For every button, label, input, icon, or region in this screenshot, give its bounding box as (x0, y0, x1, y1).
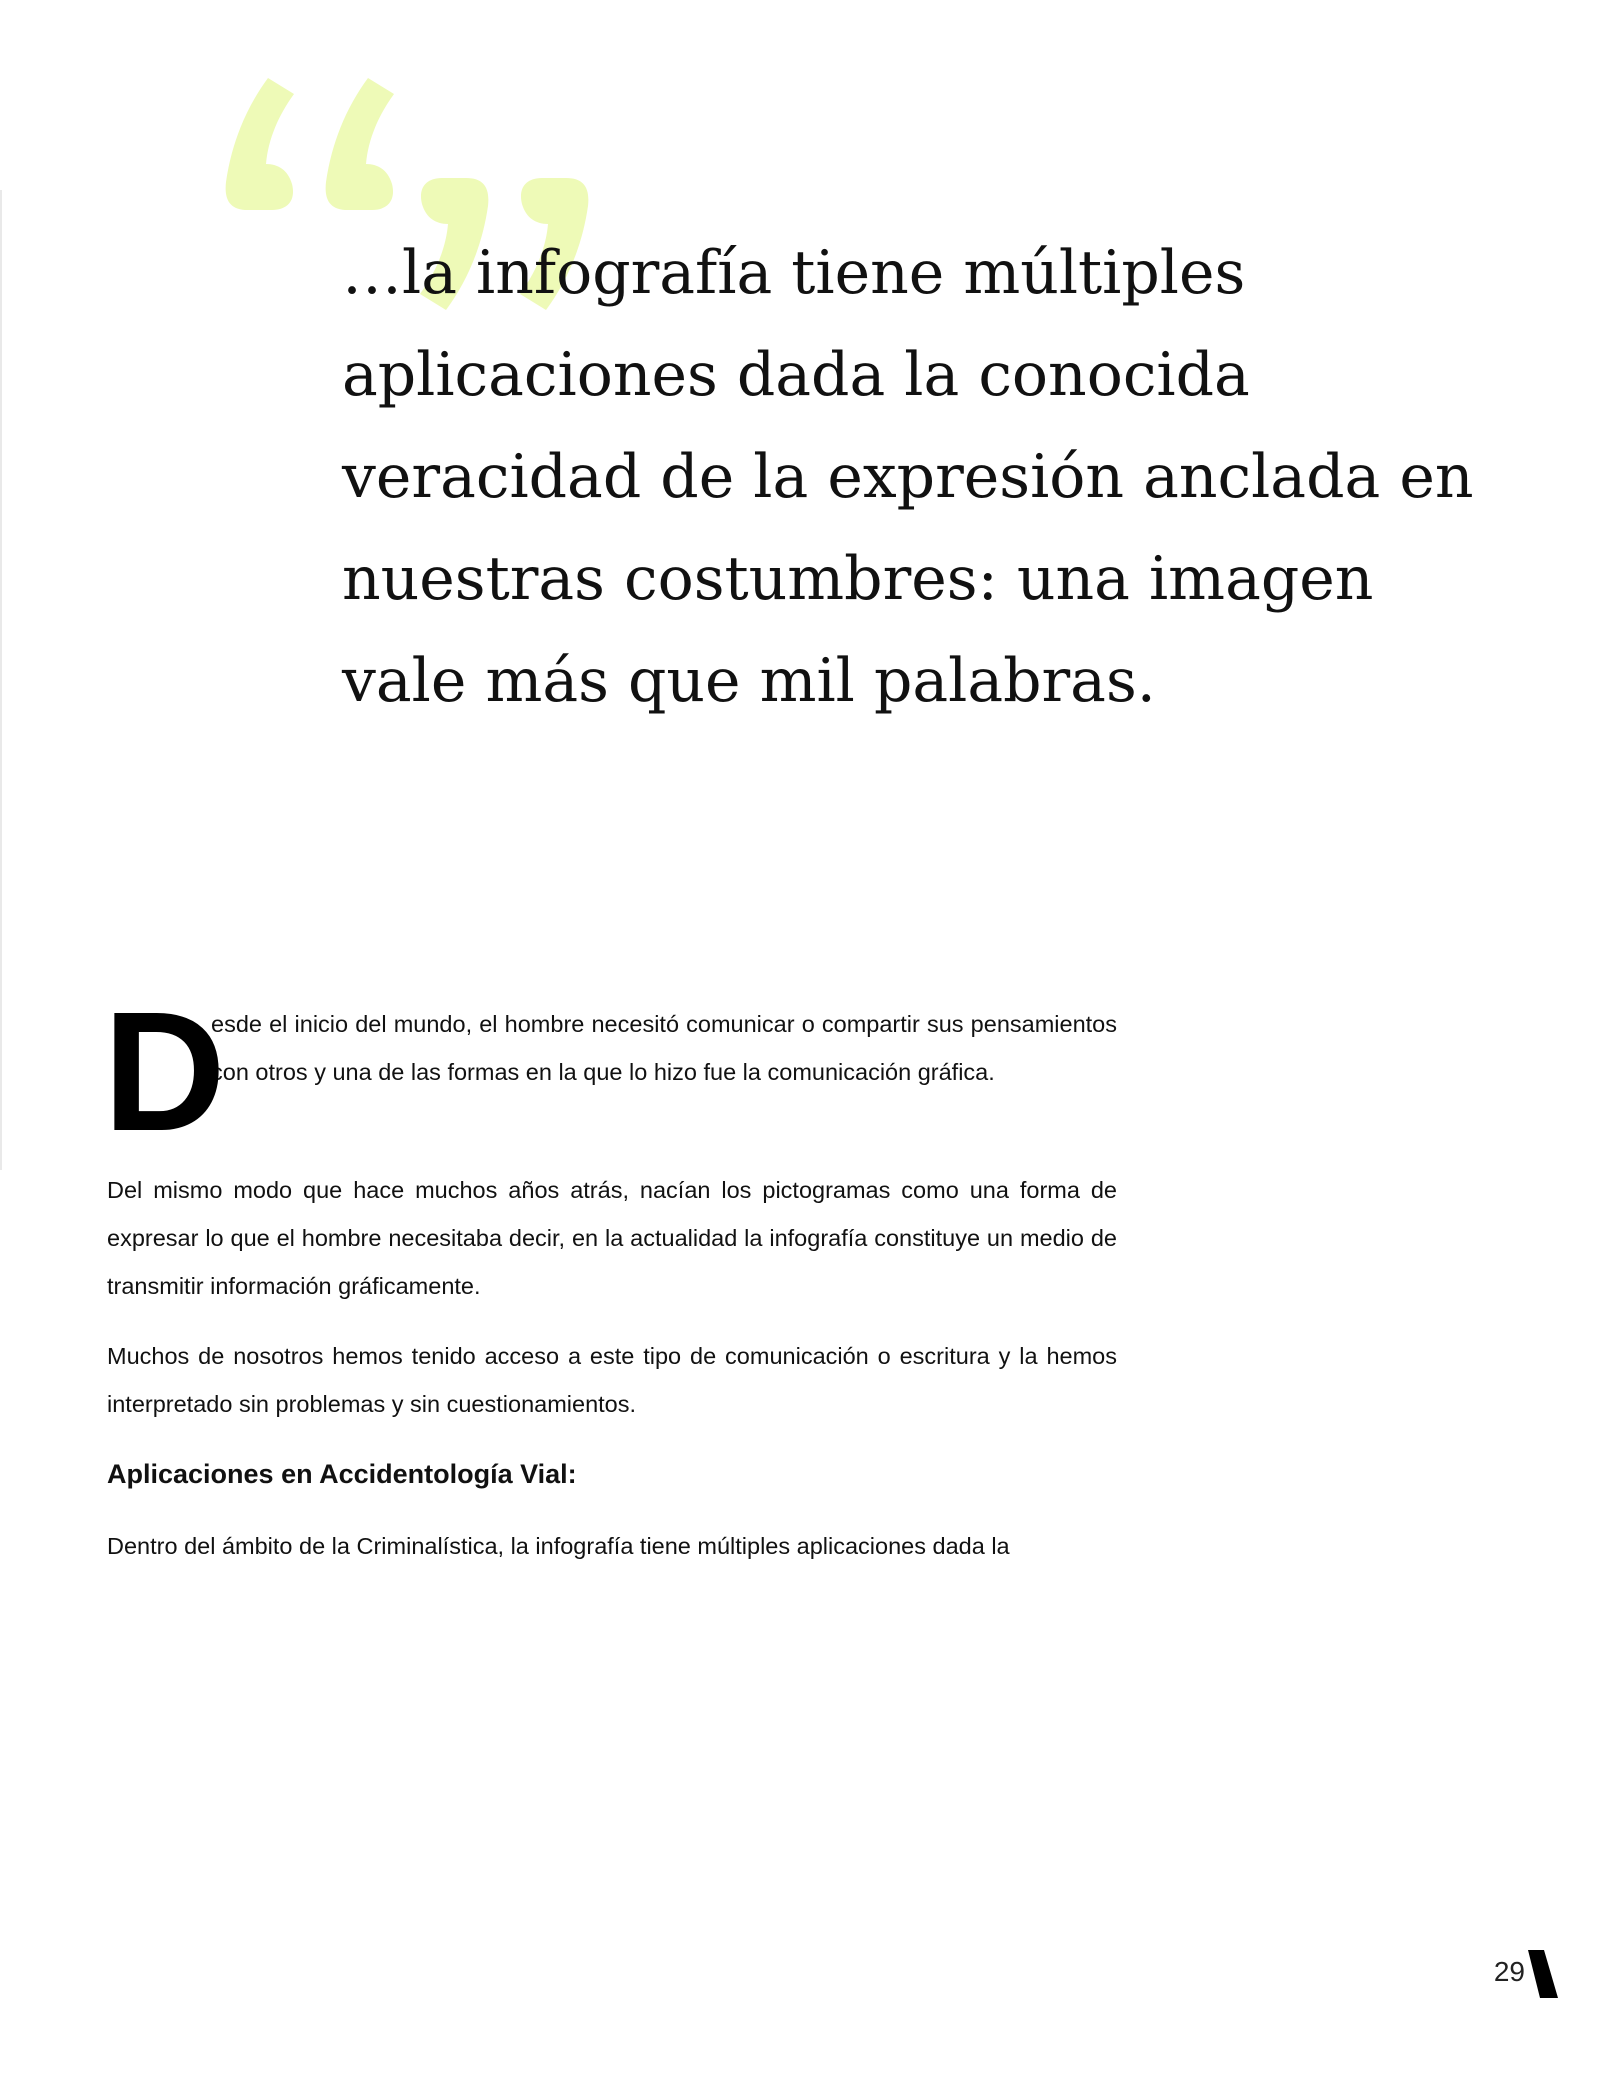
pull-quote-line: veracidad de la expresión anclada en (342, 442, 1474, 512)
drop-cap: D (103, 977, 222, 1167)
pull-quote-line: vale más que mil palabras. (342, 646, 1156, 716)
pull-quote-line: aplicaciones dada la conocida (342, 340, 1250, 410)
page-edge-line (0, 190, 2, 1170)
body-paragraph: Del mismo modo que hace muchos años atrás, nacían los pictogramas como una forma de expresar lo que el hombre necesitaba decir, en la actualidad la infografía constituye un medio de transmitir información gráficamente. (107, 1177, 1117, 1299)
page-corner-mark-icon (1528, 1950, 1558, 1998)
article-body (103, 977, 1117, 1592)
intro-paragraph-text: esde el inicio del mundo, el hombre necesitó comunicar o compartir sus pensamientos con otros y una de las formas en la que lo hizo fue la comunicación gráfica. (211, 1011, 1117, 1085)
pull-quote (342, 222, 1522, 732)
body-paragraph: Dentro del ámbito de la Criminalística, la infografía tiene múltiples aplicaciones dada la (107, 1533, 1010, 1559)
pull-quote-line: nuestras costumbres: una imagen (342, 544, 1374, 614)
body-paragraph: Muchos de nosotros hemos tenido acceso a este tipo de comunicación o escritura y la hemos interpretado sin problemas y sin cuestionamientos. (107, 1343, 1117, 1417)
pull-quote-line: …la infografía tiene múltiples (342, 238, 1246, 308)
section-heading: Aplicaciones en Accidentología Vial: (107, 1459, 577, 1489)
intro-paragraph (103, 977, 1117, 1167)
page-number: 29 (1493, 1956, 1525, 1987)
